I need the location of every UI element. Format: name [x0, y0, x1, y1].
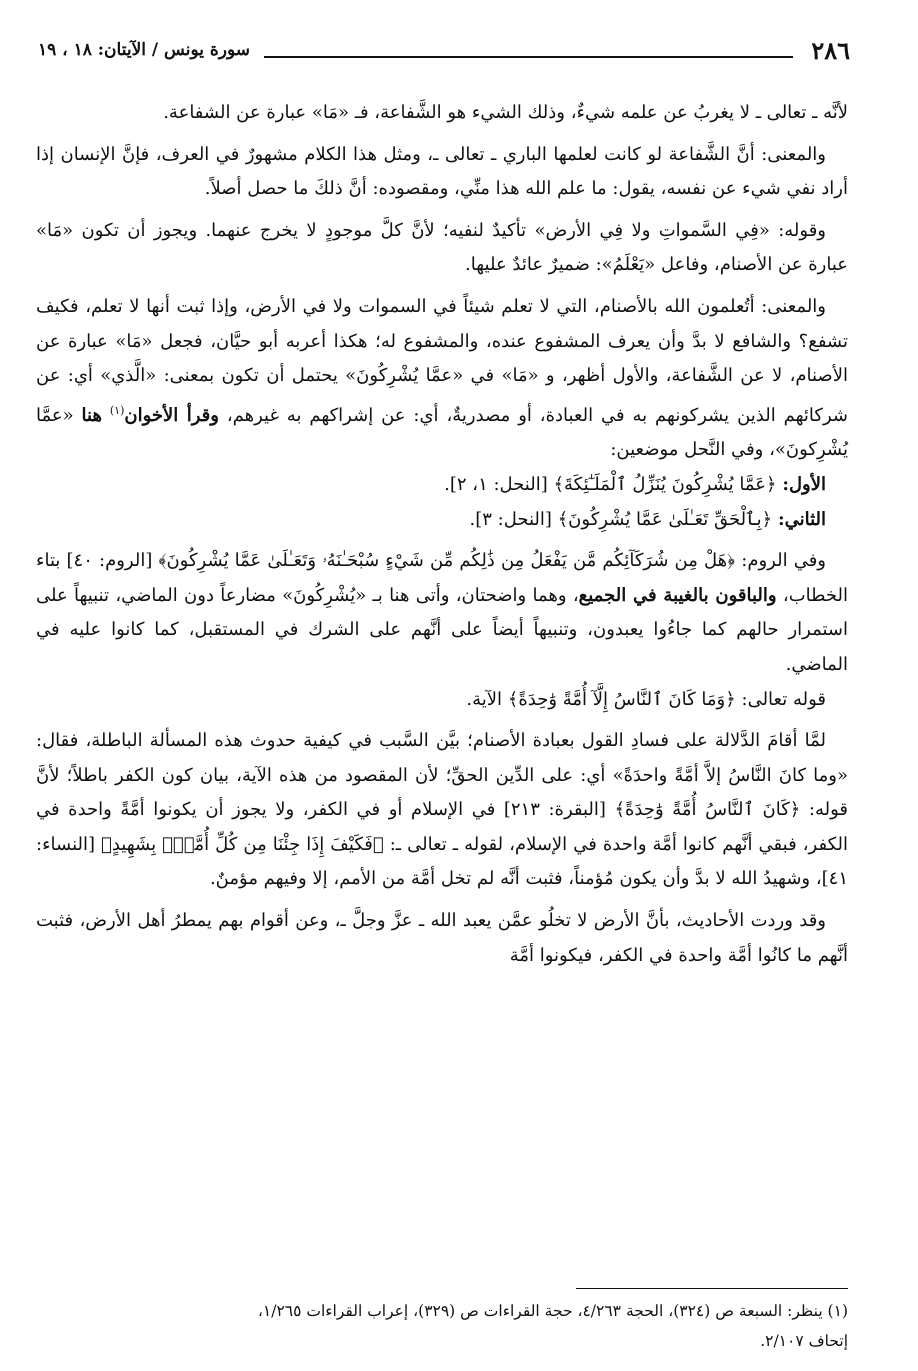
paragraph-text: الآية. — [466, 688, 503, 710]
paragraph: وقد وردت الأحاديث، بأنَّ الأرض لا تخلُو عمَّن يعبد الله ـ عزَّ وجلَّ ـ، وعن أقوام بهم يمطرُ أهل الأرض، فثبت أنَّهم ما كانُوا أمَّة واحدة في الكفر، فيكونوا أمَّة — [36, 910, 848, 966]
paragraph — [36, 290, 848, 468]
quran-verse: ﴿بِٱلْحَقِّ تَعَـٰلَىٰ عَمَّا يُشْرِكُونَ﴾ — [557, 508, 773, 530]
reading-emphasis: وقرأ الأخوان — [124, 404, 219, 426]
paragraph-text: وفي الروم: — [741, 550, 826, 572]
main-text — [36, 96, 848, 980]
paragraph: والمعنى: أنَّ الشَّفاعة لو كانت لعلمها الباري ـ تعالى ـ، ومثل هذا الكلام مشهورٌ في العرف، فإنَّ الإنسان إذا أراد نفي شيء عن نفسه، يقول: ما علم الله هذا منِّي، ومقصوده: أنَّ ذلكَ ما حصل أصلاً. — [36, 143, 848, 200]
paragraph: وقوله: «فِي السَّمواتِ ولا فِي الأرض» تأكيدٌ لنفيه؛ لأنَّ كلَّ موجودٍ لا يخرج عنهما. ويجوز أن تكون «مَا» عبارة عن الأصنام، وفاعل «يَعْلَمُ»: ضميرٌ عائدٌ عليها. — [36, 219, 848, 276]
running-title: سورة يونس / الآيتان: ١٨ ، ١٩ — [38, 40, 251, 60]
paragraph-text: قوله تعالى: — [741, 688, 826, 710]
quran-verse: ﴿عَمَّا يُشْرِكُونَ يُنَزِّلُ ٱلْمَلَـٰٓئِكَةَ﴾ — [553, 473, 777, 495]
footnote-ref[interactable]: (١) — [109, 403, 125, 417]
header-rule — [264, 56, 793, 58]
verse-reference: [النحل: ١، ٢]. — [444, 473, 548, 495]
footnote-line: (١) ينظر: السبعة ص (٣٢٤)، الحجة ٤/٢٦٣، حجة القراءات ص (٣٢٩)، إعراب القراءات ١/٢٦٥، — [257, 1302, 848, 1320]
quran-verse: ﴿هَلْ مِن شُرَكَآئِكُم مَّن يَفْعَلُ مِن ذَٰلِكُم مِّن شَيْءٍ سُبْحَـٰنَهُۥ وَتَعَـٰلَىٰ عَمَّا يُشْرِكُونَ﴾ — [158, 550, 736, 572]
paragraph-text: «عمَّا يُشْرِكونَ»، وفي النَّحل موضعين: — [36, 404, 848, 461]
paragraph-text: ، وهما واضحتان، وأتى هنا بـ «يُشْرِكُونَ» مضارعاً دون الماضي، تنبيهاً على استمرار حالهم كما جاءُوا يعبدون، وتنبيهاً أيضاً على أنَّهم على الشرك في المستقبل، كما كانوا عليه في الماضي. — [36, 584, 848, 675]
footnote-rule — [576, 1288, 848, 1289]
list-item-first — [36, 468, 848, 503]
reading-emphasis: هنا — [81, 404, 102, 426]
paragraph-text: والمعنى: أتُعلمون الله بالأصنام، التي لا تعلم شيئاً في السموات ولا في الأرض، وإذا ثبت أنها لا تعلم، فكيف تشفع؟ والشافع لا بدَّ وأن يعرف المشفوع عنده، والمشفوع له؛ هكذا أعربه أبو حيَّان، فجعل «مَا» عبارة عن الأصنام، لا عن الشَّفاعة، والأول أظهر، و «مَا» في «عمَّا يُشْرِكُونَ» يحتمل أن تكون بمعنى: «الَّذي» أي: عن شركائهم الذين يشركونهم به في العبادة، أو مصدريةٌ، أي: عن إشراكهم به غيرهم، — [36, 295, 848, 426]
paragraph — [36, 544, 848, 682]
footnote — [36, 1296, 848, 1356]
paragraph: لأنَّه ـ تعالى ـ لا يغربُ عن علمه شيءٌ، وذلك الشيء هو الشَّفاعة، فـ «مَا» عبارة عن الشفاعة. — [163, 102, 848, 123]
list-item-second — [36, 503, 848, 538]
paragraph: لمَّا أقامَ الدَّلالة على فسادِ القول بعبادة الأصنام؛ بيَّن السَّبب في كيفية حدوث هذه المسألة الباطلة، فقال: «وما كانَ النَّاسُ إلاَّ أمَّةً واحدَةً» أي: على الدِّين الحقِّ؛ لأن المقصود من هذه الآية، بيان كون الكفر باطلاً؛ لأنَّ قوله: ﴿كَانَ ٱلنَّاسُ أُمَّةً وَٰحِدَةً﴾ [البقرة: ٢١٣] في الإسلام أو في الكفر، ولا يجوز أن يكونوا أمَّةً واحدة في الكفر، فبقي أنَّهم كانوا أمَّة واحدة في الإسلام، لقوله ـ تعالى ـ: ﴿فَكَيْفَ إِذَا جِئْنَا مِن كُلِّ أُمَّةٍۭ بِشَهِيدٍ﴾ [النساء: ٤١]، وشهيدُ الله لا بدَّ وأن يكون مُؤمناً، فثبت أنَّه لم تخل أمَّة من الأمم، إلا وفيهم مؤمنٌ. — [36, 730, 848, 890]
item-label: الثاني: — [777, 508, 826, 530]
paragraph-text: [الروم: ٤٠] بتاء الخطاب، — [36, 550, 848, 606]
quran-verse: ﴿وَمَا كَانَ ٱلنَّاسُ إِلَّآ أُمَّةً وَٰحِدَةً﴾ — [507, 688, 736, 710]
page-header — [38, 30, 850, 70]
verse-line — [36, 683, 848, 718]
reading-emphasis: والباقون بالغيبة في الجميع — [578, 584, 777, 606]
footnote-line: إتحاف ٢/١٠٧. — [760, 1332, 848, 1350]
verse-reference: [النحل: ٣]. — [469, 508, 552, 530]
item-label: الأول: — [782, 473, 826, 495]
page-number: ٢٨٦ — [811, 35, 850, 65]
